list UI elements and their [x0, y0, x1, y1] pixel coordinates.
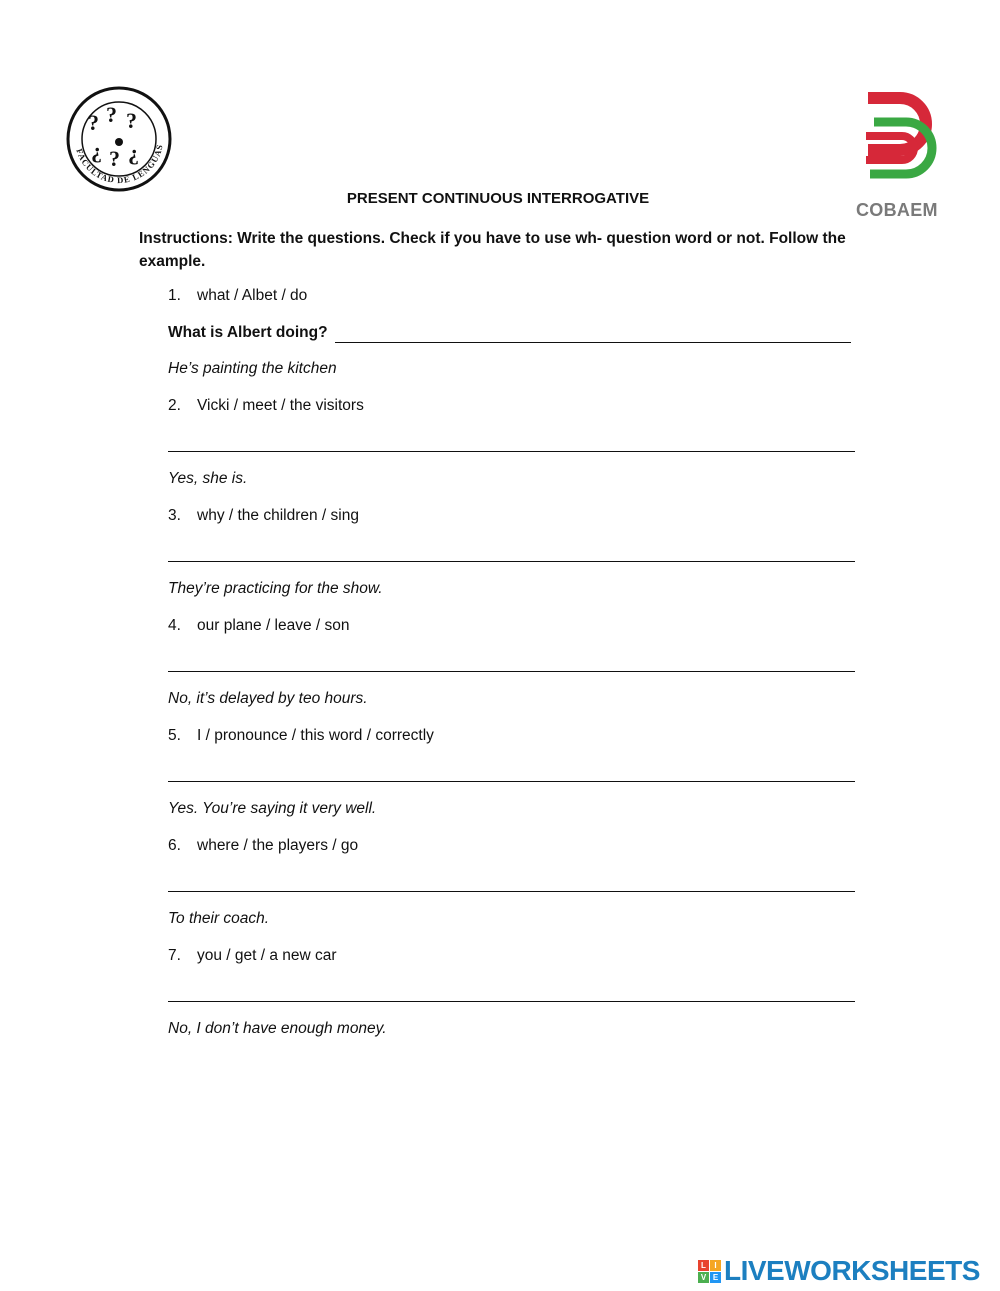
- brand-name: LIVEWORKSHEETS: [724, 1255, 980, 1286]
- svg-text:¿: ¿: [91, 138, 102, 163]
- svg-text:¿: ¿: [128, 140, 139, 165]
- exercise-prompt: [168, 617, 350, 635]
- item-number: 3.: [168, 507, 181, 524]
- cube-letter: E: [710, 1272, 721, 1283]
- exercise-prompt: [168, 507, 359, 525]
- exercise-answer: No, I don’t have enough money.: [168, 1020, 387, 1037]
- prompt-text: you / get / a new car: [197, 947, 337, 964]
- prompt-text: where / the players / go: [197, 837, 359, 854]
- liveworksheets-logo[interactable]: [698, 1256, 980, 1286]
- svg-text:?: ?: [88, 110, 99, 135]
- exercise-answer: To their coach.: [168, 910, 270, 927]
- item-number: 6.: [168, 837, 181, 854]
- answer-blank-line[interactable]: [168, 891, 855, 892]
- item-number: 2.: [168, 397, 181, 414]
- example-answer-line: [335, 342, 851, 343]
- item-number: 1.: [168, 287, 181, 304]
- item-number: 4.: [168, 617, 181, 634]
- live-cubes-icon: [698, 1260, 721, 1283]
- exercise-answer: Yes. You’re saying it very well.: [168, 800, 377, 817]
- item-number: 7.: [168, 947, 181, 964]
- exercise-answer: No, it’s delayed by teo hours.: [168, 690, 368, 707]
- svg-text:?: ?: [106, 102, 117, 127]
- exercise-answer: Yes, she is.: [168, 470, 248, 487]
- prompt-text: I / pronounce / this word / correctly: [197, 727, 434, 744]
- answer-blank-line[interactable]: [168, 781, 855, 782]
- item-number: 5.: [168, 727, 181, 744]
- answer-blank-line[interactable]: [168, 561, 855, 562]
- answer-blank-line[interactable]: [168, 671, 855, 672]
- svg-text:?: ?: [126, 108, 137, 133]
- example-prompt: [168, 287, 307, 305]
- cube-letter: L: [698, 1260, 709, 1271]
- cobaem-logo-text: COBAEM: [856, 200, 938, 220]
- seal-text: FACULTAD DE LENGUAS: [74, 143, 165, 186]
- facultad-seal-logo: [66, 86, 172, 192]
- page-title: PRESENT CONTINUOUS INTERROGATIVE: [346, 190, 650, 207]
- exercise-prompt: [168, 397, 364, 415]
- exercise-prompt: [168, 837, 358, 855]
- prompt-text: Vicki / meet / the visitors: [197, 397, 364, 414]
- example-question: What is Albert doing?: [168, 324, 328, 341]
- prompt-text: why / the children / sing: [197, 507, 359, 524]
- prompt-text: what / Albet / do: [197, 287, 308, 304]
- answer-blank-line[interactable]: [168, 451, 855, 452]
- cube-letter: V: [698, 1272, 709, 1283]
- svg-text:?: ?: [109, 146, 120, 171]
- example-answer: He’s painting the kitchen: [168, 360, 337, 377]
- instructions-text: Instructions: Write the questions. Check if you have to use wh- question word or not. Follow the example.: [139, 230, 846, 270]
- cube-letter: I: [710, 1260, 721, 1271]
- exercise-prompt: [168, 727, 434, 745]
- answer-blank-line[interactable]: [168, 1001, 855, 1002]
- prompt-text: our plane / leave / son: [197, 617, 350, 634]
- exercise-prompt: [168, 947, 337, 965]
- exercise-answer: They’re practicing for the show.: [168, 580, 383, 597]
